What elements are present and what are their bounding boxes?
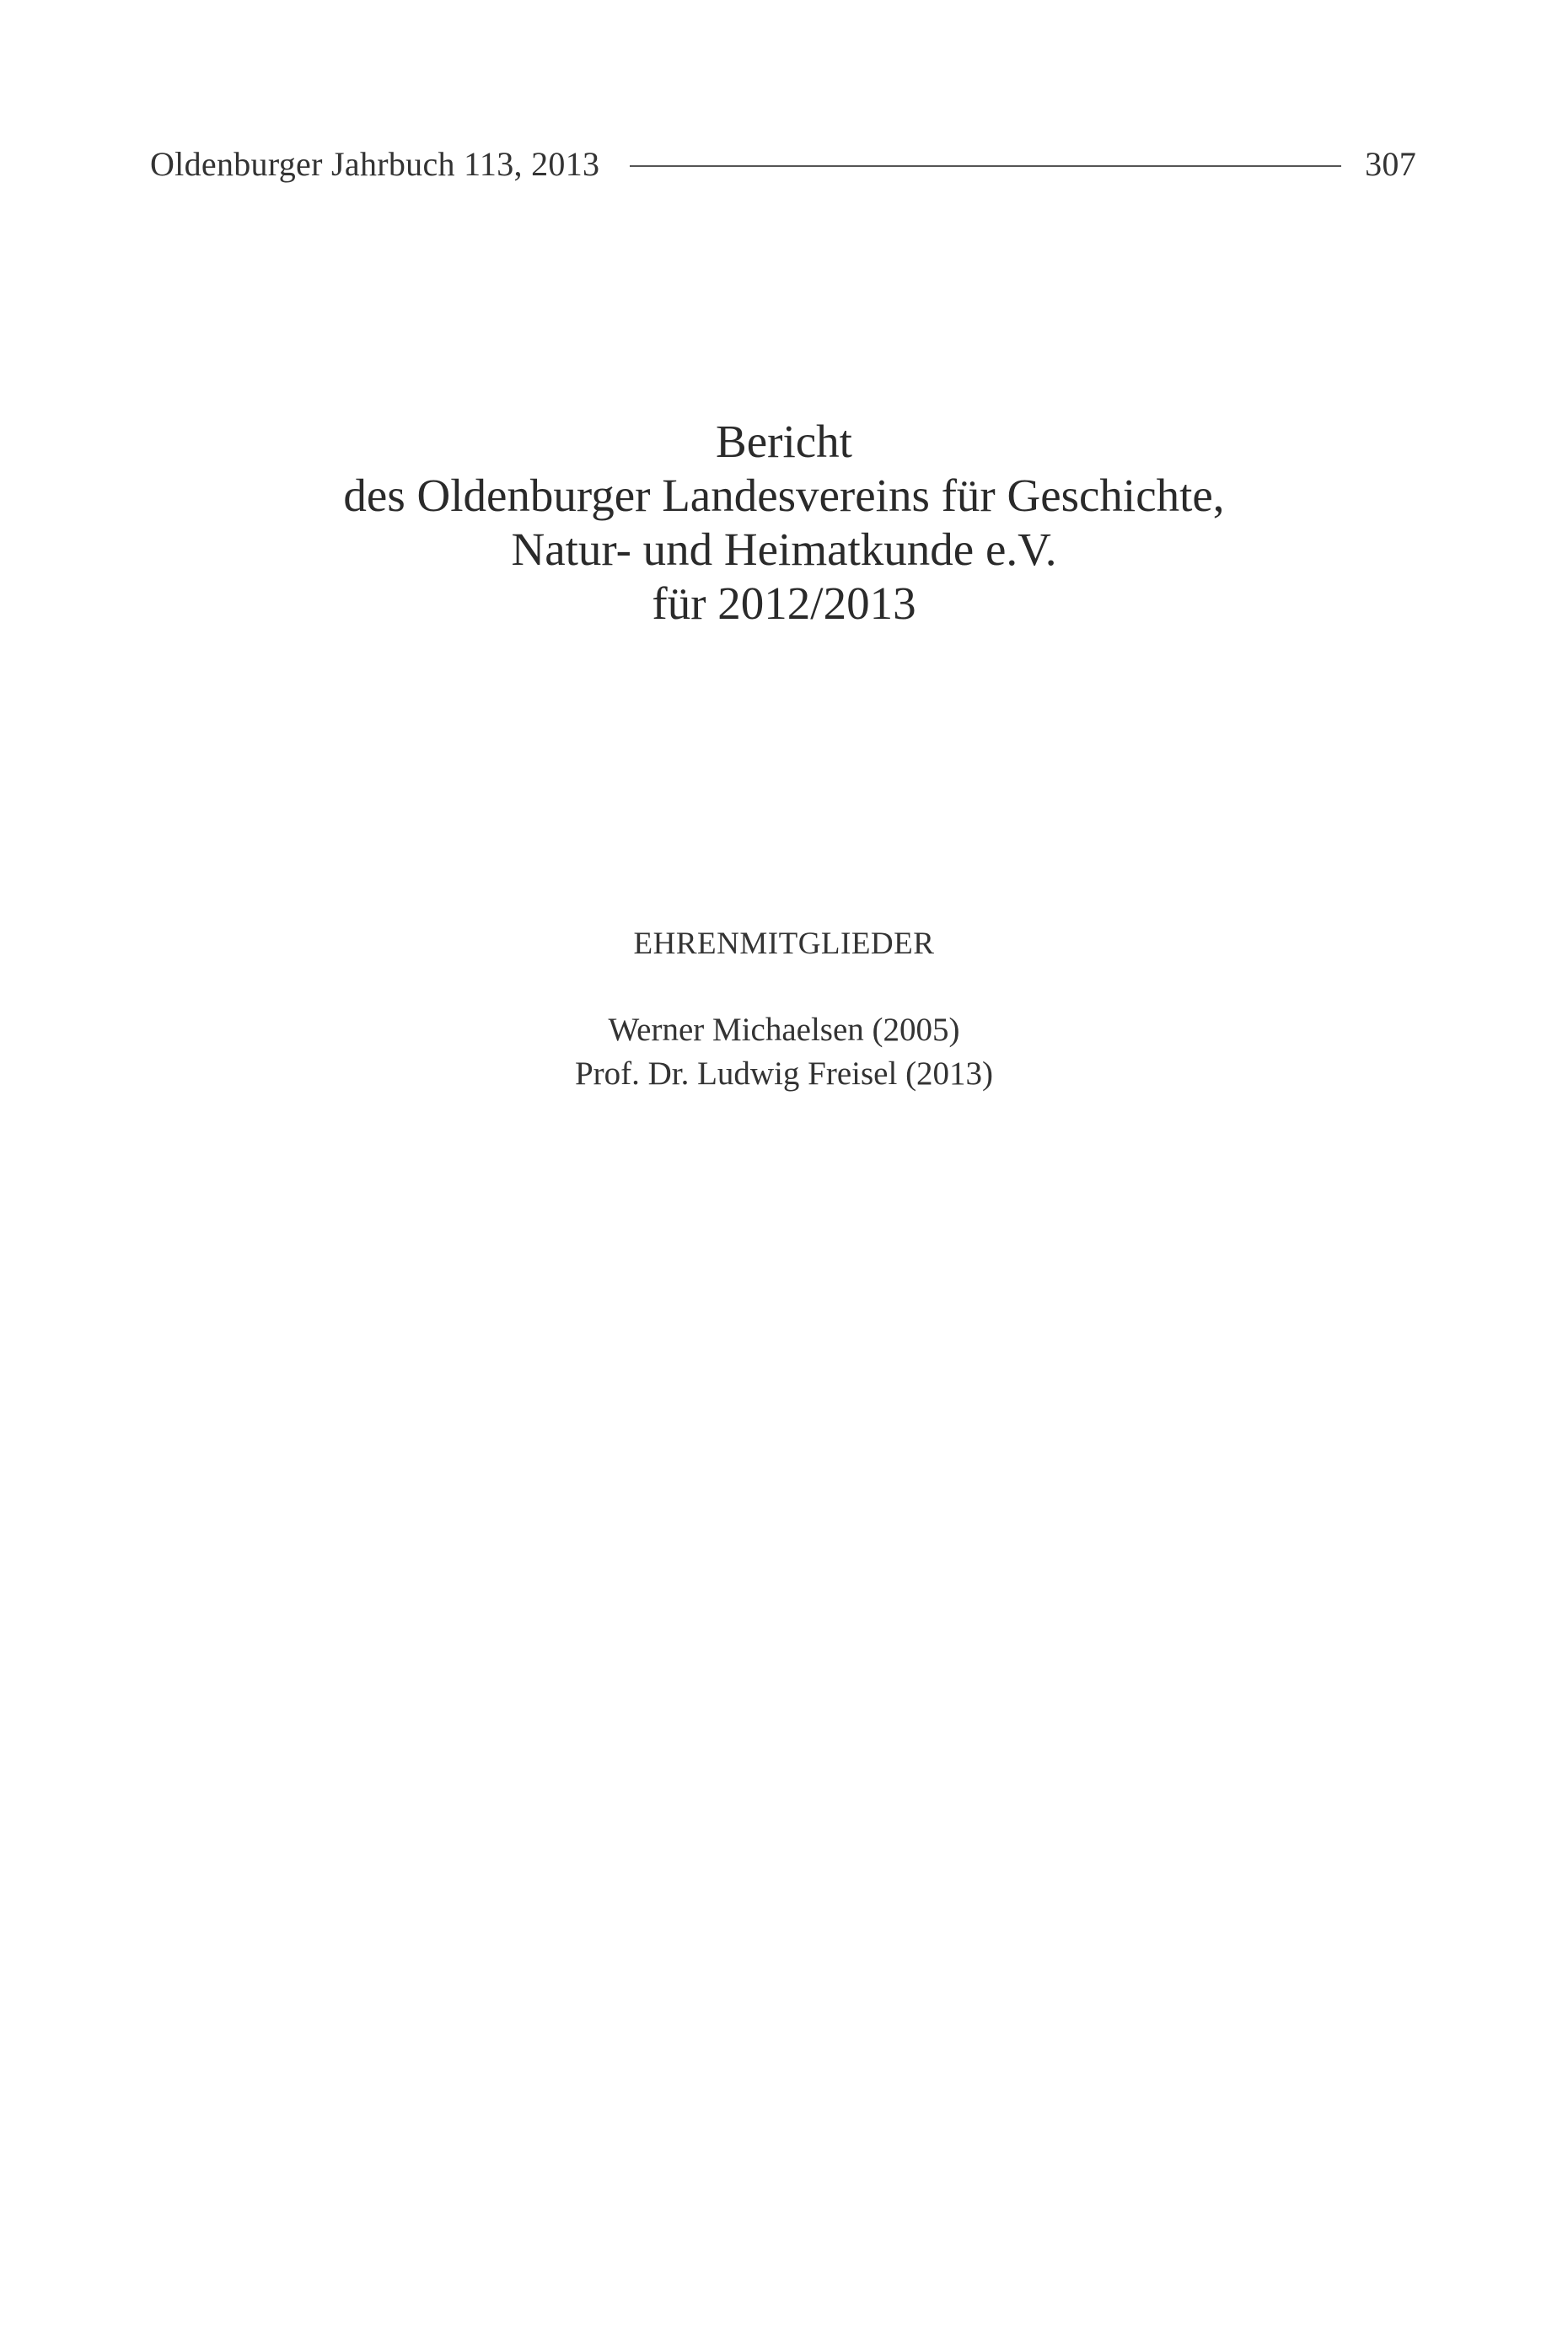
list-item: Werner Michaelsen (2005) <box>608 1012 960 1048</box>
honorary-member-list <box>0 1008 1568 1096</box>
header-rule <box>630 165 1341 167</box>
running-header <box>150 138 1416 189</box>
title-line: Natur- und Heimatkunde e.V. <box>511 524 1057 575</box>
journal-title: Oldenburger Jahrbuch 113, 2013 <box>150 144 600 183</box>
page-number: 307 <box>1365 144 1416 183</box>
title-line: für 2012/2013 <box>652 577 916 629</box>
title-line: Bericht <box>716 416 852 467</box>
report-title <box>0 415 1568 631</box>
section-heading-honorary-members: EHRENMITGLIEDER <box>633 926 935 961</box>
title-line: des Oldenburger Landesvereins für Geschichte, <box>343 470 1225 521</box>
list-item: Prof. Dr. Ludwig Freisel (2013) <box>574 1055 994 1092</box>
